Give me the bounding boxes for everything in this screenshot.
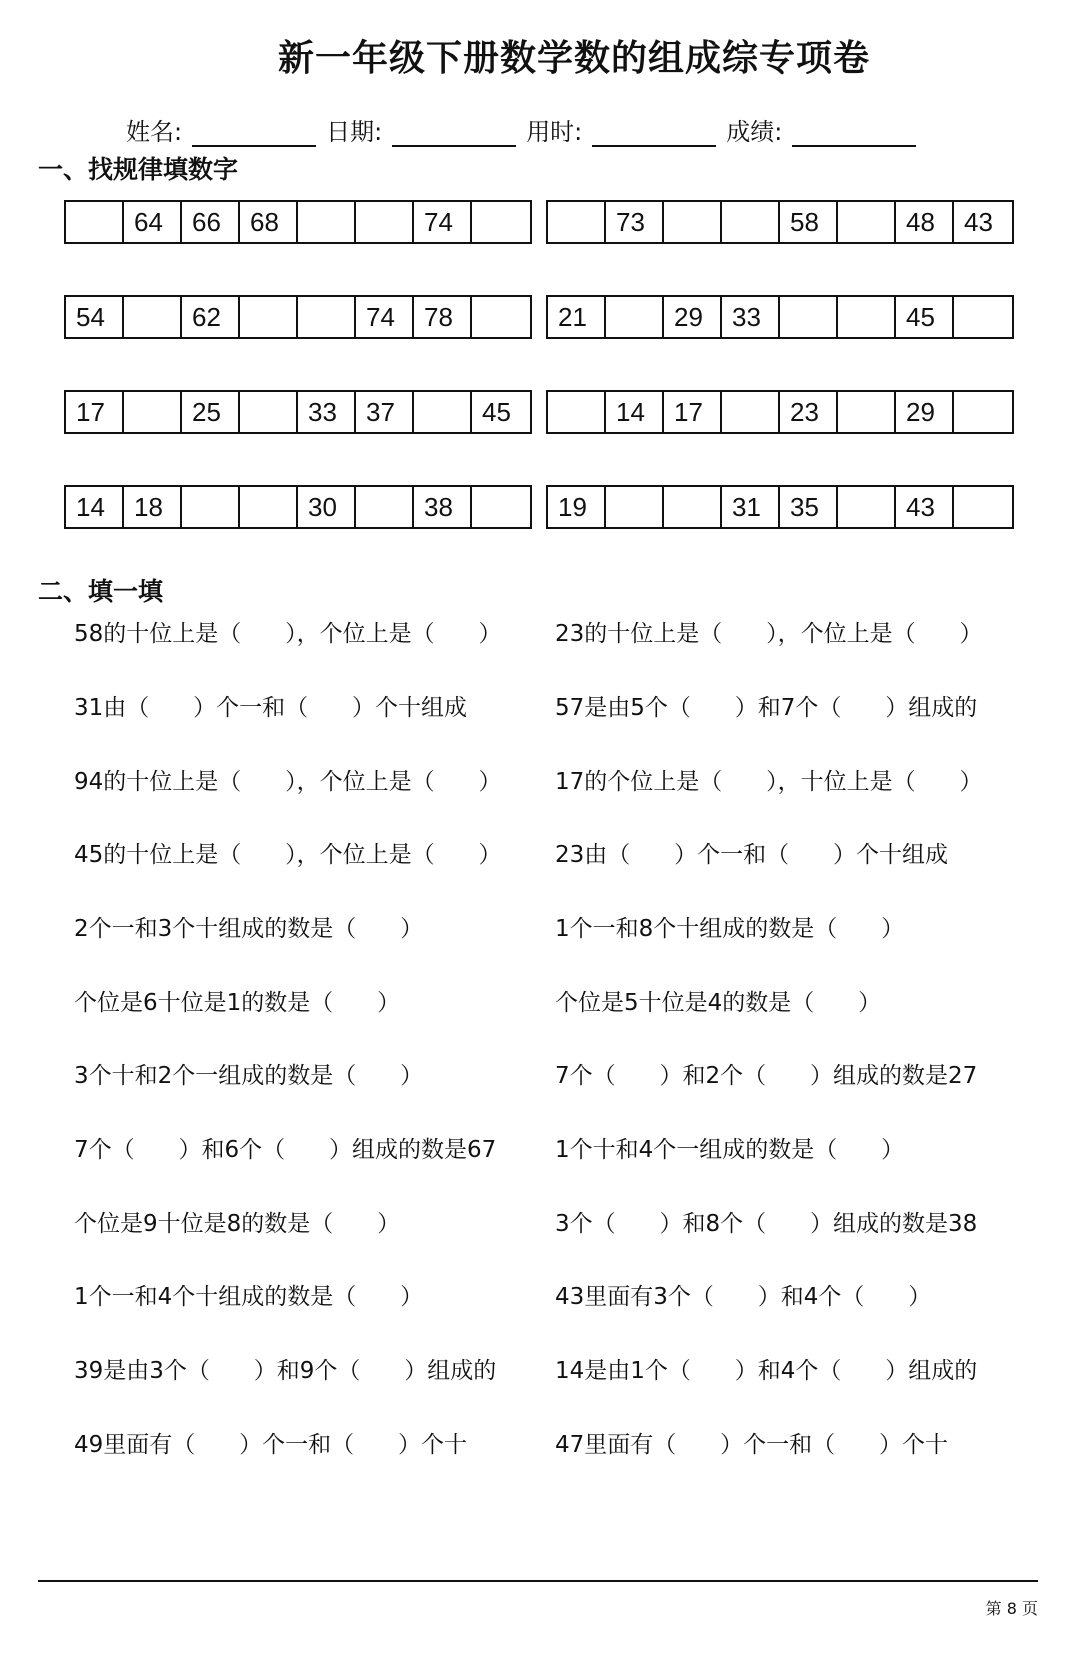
sequence-cell[interactable] bbox=[838, 297, 896, 337]
question-right[interactable]: 14是由1个（ ）和4个（ ）组成的 bbox=[555, 1358, 978, 1384]
sequence-cell[interactable] bbox=[548, 202, 606, 242]
sequence-cell[interactable] bbox=[954, 487, 1012, 527]
sequence-cell[interactable]: 43 bbox=[964, 207, 993, 237]
sequence-cell[interactable] bbox=[124, 297, 182, 337]
section1-title: 一、找规律填数字 bbox=[38, 155, 239, 184]
sequence-cell[interactable]: 45 bbox=[482, 397, 511, 427]
student-info-row bbox=[126, 112, 926, 147]
date-label: 日期: bbox=[326, 118, 383, 146]
question-left[interactable]: 31由（ ）个一和（ ）个十组成 bbox=[74, 695, 467, 721]
question-right[interactable]: 17的个位上是（ ），十位上是（ ） bbox=[555, 769, 983, 795]
sequence-cell[interactable] bbox=[722, 392, 780, 432]
sequence-cell[interactable] bbox=[414, 392, 472, 432]
sequence-row-4-left bbox=[64, 485, 532, 529]
sequence-cell[interactable] bbox=[66, 202, 124, 242]
score-label: 成绩: bbox=[726, 118, 783, 146]
sequence-cell[interactable] bbox=[838, 487, 896, 527]
sequence-cell[interactable]: 30 bbox=[298, 487, 356, 527]
time-label: 用时: bbox=[526, 118, 583, 146]
sequence-cell[interactable]: 23 bbox=[780, 392, 838, 432]
score-blank[interactable] bbox=[792, 121, 916, 147]
sequence-cell[interactable] bbox=[548, 392, 606, 432]
sequence-row-4-right bbox=[546, 485, 1014, 529]
question-left[interactable]: 3个十和2个一组成的数是（ ） bbox=[74, 1063, 424, 1089]
sequence-cell[interactable]: 74 bbox=[356, 297, 414, 337]
sequence-cell[interactable] bbox=[240, 297, 298, 337]
question-right[interactable]: 43里面有3个（ ）和4个（ ） bbox=[555, 1284, 932, 1310]
time-blank[interactable] bbox=[592, 121, 716, 147]
sequence-cell[interactable]: 18 bbox=[124, 487, 182, 527]
sequence-cell[interactable] bbox=[838, 392, 896, 432]
question-left[interactable]: 2个一和3个十组成的数是（ ） bbox=[74, 916, 424, 942]
sequence-cell[interactable] bbox=[240, 487, 298, 527]
page-title: 新一年级下册数学数的组成综专项卷 bbox=[277, 38, 870, 79]
sequence-cell[interactable] bbox=[298, 297, 356, 337]
question-left[interactable]: 个位是6十位是1的数是（ ） bbox=[74, 990, 401, 1016]
sequence-cell[interactable]: 66 bbox=[182, 202, 240, 242]
name-blank[interactable] bbox=[192, 121, 316, 147]
sequence-cell[interactable] bbox=[356, 202, 414, 242]
sequence-cell[interactable]: 17 bbox=[66, 392, 124, 432]
question-right[interactable]: 3个（ ）和8个（ ）组成的数是38 bbox=[555, 1211, 978, 1237]
sequence-cell[interactable] bbox=[298, 202, 356, 242]
sequence-cell[interactable]: 58 bbox=[780, 202, 838, 242]
sequence-cell[interactable] bbox=[664, 202, 722, 242]
question-right[interactable]: 个位是5十位是4的数是（ ） bbox=[555, 990, 882, 1016]
sequence-cell[interactable]: 48 bbox=[896, 202, 954, 242]
sequence-cell[interactable]: 68 bbox=[240, 202, 298, 242]
question-left[interactable]: 49里面有（ ）个一和（ ）个十 bbox=[74, 1432, 467, 1458]
sequence-cell[interactable]: 43 bbox=[896, 487, 954, 527]
sequence-cell[interactable] bbox=[356, 487, 414, 527]
sequence-cell[interactable] bbox=[472, 297, 530, 337]
sequence-cell[interactable]: 73 bbox=[606, 202, 664, 242]
question-right[interactable]: 47里面有（ ）个一和（ ）个十 bbox=[555, 1432, 948, 1458]
question-left[interactable]: 45的十位上是（ ），个位上是（ ） bbox=[74, 842, 502, 868]
question-left[interactable]: 39是由3个（ ）和9个（ ）组成的 bbox=[74, 1358, 497, 1384]
question-right[interactable]: 1个十和4个一组成的数是（ ） bbox=[555, 1137, 905, 1163]
sequence-cell[interactable]: 25 bbox=[182, 392, 240, 432]
date-blank[interactable] bbox=[392, 121, 516, 147]
sequence-row-2-right bbox=[546, 295, 1014, 339]
time-field bbox=[526, 112, 716, 147]
name-label: 姓名: bbox=[126, 118, 183, 146]
sequence-cell[interactable]: 17 bbox=[664, 392, 722, 432]
sequence-row-3-right bbox=[546, 390, 1014, 434]
sequence-cell[interactable]: 35 bbox=[780, 487, 838, 527]
sequence-cell[interactable]: 37 bbox=[356, 392, 414, 432]
question-right[interactable]: 1个一和8个十组成的数是（ ） bbox=[555, 916, 905, 942]
question-right[interactable]: 23由（ ）个一和（ ）个十组成 bbox=[555, 842, 948, 868]
sequence-cell[interactable]: 33 bbox=[722, 297, 780, 337]
sequence-cell[interactable]: 14 bbox=[66, 487, 124, 527]
sequence-cell[interactable]: 45 bbox=[896, 297, 954, 337]
sequence-cell[interactable]: 21 bbox=[548, 297, 606, 337]
footer-divider bbox=[38, 1580, 1038, 1582]
sequence-cell[interactable]: 54 bbox=[66, 297, 124, 337]
question-right[interactable]: 7个（ ）和2个（ ）组成的数是27 bbox=[555, 1063, 978, 1089]
sequence-cell[interactable] bbox=[954, 392, 1012, 432]
sequence-cell[interactable]: 74 bbox=[414, 202, 472, 242]
sequence-cell[interactable] bbox=[124, 392, 182, 432]
question-left[interactable]: 1个一和4个十组成的数是（ ） bbox=[74, 1284, 424, 1310]
question-left[interactable]: 个位是9十位是8的数是（ ） bbox=[74, 1211, 401, 1237]
sequence-row-1-left bbox=[64, 200, 532, 244]
question-left[interactable]: 58的十位上是（ ），个位上是（ ） bbox=[74, 621, 502, 647]
sequence-cell[interactable]: 29 bbox=[896, 392, 954, 432]
sequence-cell[interactable] bbox=[664, 487, 722, 527]
sequence-row-1-right bbox=[546, 200, 1014, 244]
question-right[interactable]: 23的十位上是（ ），个位上是（ ） bbox=[555, 621, 983, 647]
sequence-cell[interactable] bbox=[240, 392, 298, 432]
sequence-cell[interactable]: 78 bbox=[414, 297, 472, 337]
sequence-cell[interactable] bbox=[182, 487, 240, 527]
question-right[interactable]: 57是由5个（ ）和7个（ ）组成的 bbox=[555, 695, 978, 721]
sequence-cell[interactable]: 33 bbox=[298, 392, 356, 432]
sequence-cell[interactable]: 62 bbox=[182, 297, 240, 337]
sequence-cell[interactable] bbox=[780, 297, 838, 337]
section2-title: 二、填一填 bbox=[38, 577, 164, 606]
sequence-row-3-left bbox=[64, 390, 532, 434]
score-field bbox=[726, 112, 916, 147]
sequence-cell[interactable]: 14 bbox=[606, 392, 664, 432]
sequence-cell[interactable] bbox=[954, 297, 1012, 337]
sequence-cell[interactable]: 19 bbox=[548, 487, 606, 527]
question-left[interactable]: 94的十位上是（ ），个位上是（ ） bbox=[74, 769, 502, 795]
name-field bbox=[126, 112, 316, 147]
sequence-cell[interactable] bbox=[472, 487, 530, 527]
sequence-cell[interactable] bbox=[606, 487, 664, 527]
page-number: 第 8 页 bbox=[985, 1599, 1038, 1618]
sequence-cell[interactable]: 38 bbox=[414, 487, 472, 527]
sequence-cell[interactable] bbox=[838, 202, 896, 242]
date-field bbox=[326, 112, 516, 147]
sequence-cell[interactable] bbox=[606, 297, 664, 337]
sequence-cell[interactable] bbox=[472, 202, 530, 242]
question-left[interactable]: 7个（ ）和6个（ ）组成的数是67 bbox=[74, 1137, 497, 1163]
sequence-row-2-left bbox=[64, 295, 532, 339]
sequence-cell[interactable]: 29 bbox=[664, 297, 722, 337]
sequence-cell[interactable]: 64 bbox=[124, 202, 182, 242]
sequence-cell[interactable]: 31 bbox=[722, 487, 780, 527]
sequence-cell[interactable] bbox=[722, 202, 780, 242]
